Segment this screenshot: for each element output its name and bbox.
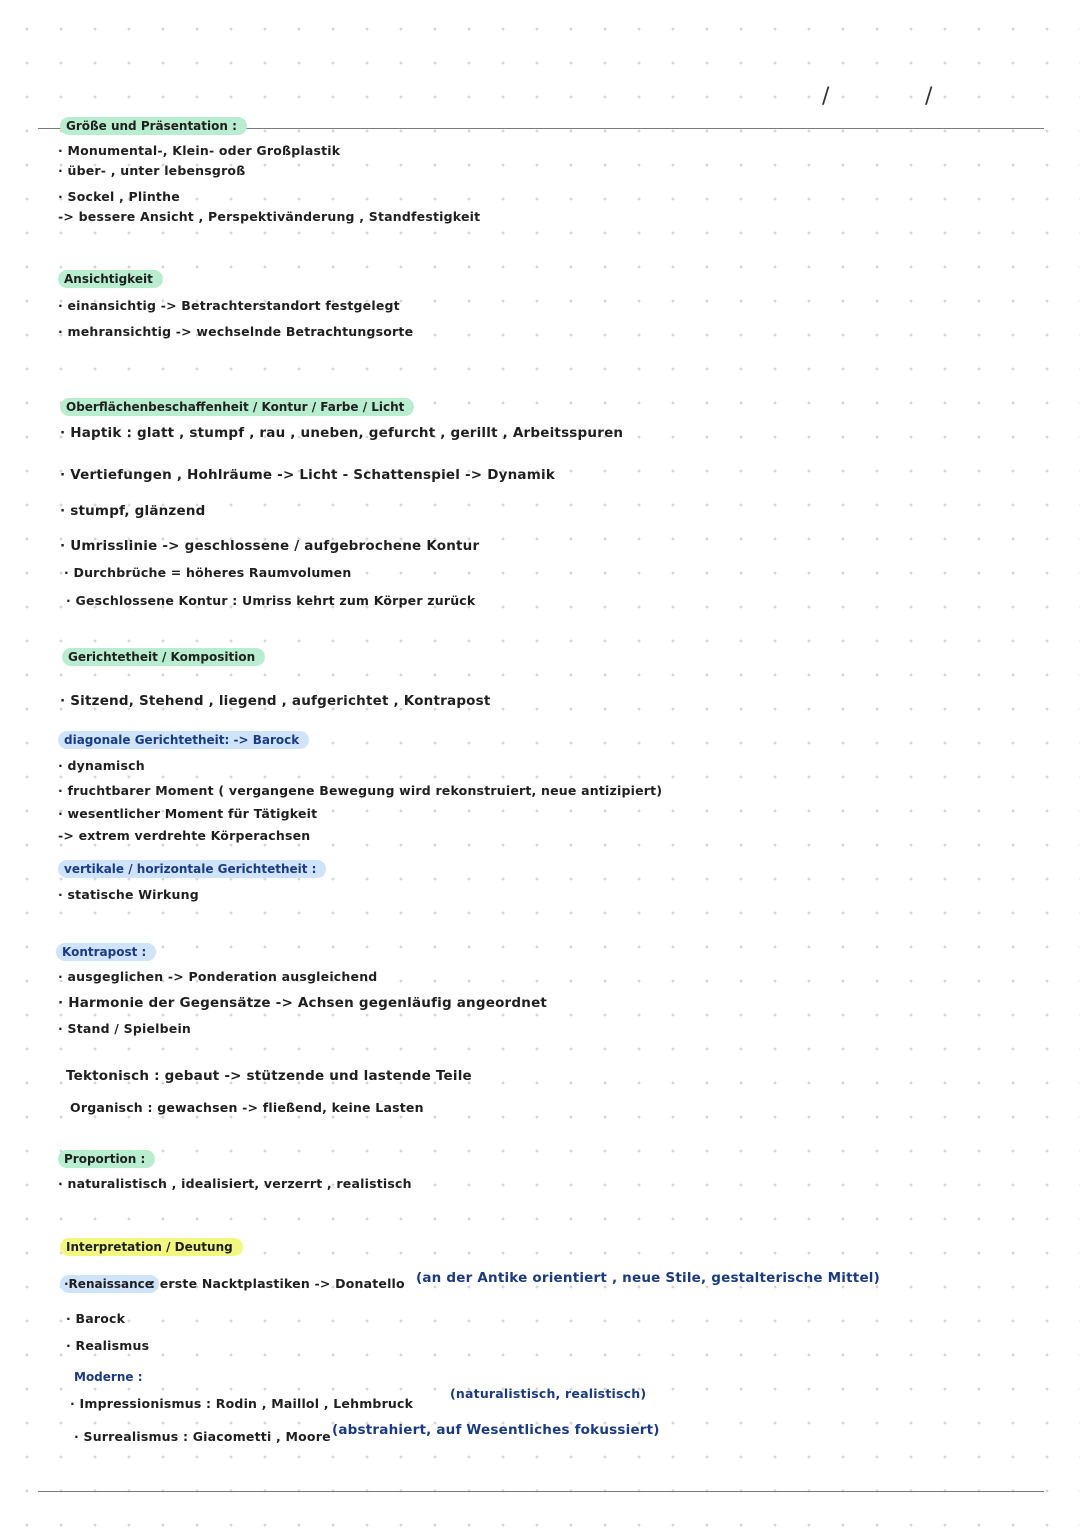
organisch-line: Organisch : gewachsen -> fließend, keine Lasten	[70, 1100, 424, 1115]
kontrapost-line-2: · Harmonie der Gegensätze -> Achsen gegenläufig angeordnet	[58, 995, 548, 1011]
heading-kontrapost: Kontrapost :	[56, 943, 156, 961]
date-slash-1: /	[822, 84, 830, 109]
kontrapost-line-3: · Stand / Spielbein	[58, 1021, 192, 1036]
groesse-line-3: · Sockel , Plinthe	[58, 189, 180, 204]
bottom-rule	[38, 1491, 1044, 1492]
diagonal-line-3: · wesentlicher Moment für Tätigkeit	[58, 806, 318, 821]
surrealismus-line: · Surrealismus : Giacometti , Moore	[74, 1429, 331, 1444]
gerichtetheit-line: · Sitzend, Stehend , liegend , aufgerichtet , Kontrapost	[60, 693, 491, 709]
oberflaeche-line-3: · stumpf, glänzend	[60, 503, 206, 519]
surrealismus-note: (abstrahiert, auf Wesentliches fokussiert)	[332, 1422, 660, 1438]
heading-oberflaeche: Oberflächenbeschaffenheit / Kontur / Farbe / Licht	[60, 398, 414, 416]
impressionismus-line: · Impressionismus : Rodin , Maillol , Lehmbruck	[70, 1396, 414, 1411]
date-slash-2: /	[925, 84, 933, 109]
kontrapost-line-1: · ausgeglichen -> Ponderation ausgleichend	[58, 969, 378, 984]
heading-ansichtigkeit: Ansichtigkeit	[58, 270, 163, 288]
groesse-line-2: · über- , unter lebensgroß	[58, 163, 246, 178]
oberflaeche-line-1: · Haptik : glatt , stumpf , rau , uneben, gefurcht , gerillt , Arbeitsspuren	[60, 425, 624, 441]
groesse-line-4: -> bessere Ansicht , Perspektivänderung , Standfestigkeit	[58, 209, 481, 224]
heading-interpretation: Interpretation / Deutung	[60, 1238, 243, 1256]
diagonal-line-2: · fruchtbarer Moment ( vergangene Bewegung wird rekonstruiert, neue antizipiert)	[58, 783, 663, 798]
renaissance-note: (an der Antike orientiert , neue Stile, gestalterische Mittel)	[416, 1270, 880, 1286]
oberflaeche-line-4: · Umrisslinie -> geschlossene / aufgebrochene Kontur	[60, 538, 480, 554]
diagonal-line-4: -> extrem verdrehte Körperachsen	[58, 828, 311, 843]
oberflaeche-line-5: · Durchbrüche = höheres Raumvolumen	[64, 565, 352, 580]
heading-proportion: Proportion :	[58, 1150, 155, 1168]
heading-diagonal: diagonale Gerichtetheit: -> Barock	[58, 731, 309, 749]
barock-line: · Barock	[66, 1311, 126, 1326]
renaissance-text: : erste Nacktplastiken -> Donatello	[150, 1276, 405, 1291]
realismus-line: · Realismus	[66, 1338, 150, 1353]
proportion-line: · naturalistisch , idealisiert, verzerrt , realistisch	[58, 1176, 412, 1191]
heading-gerichtetheit: Gerichtetheit / Komposition	[62, 648, 265, 666]
impressionismus-note: (naturalistisch, realistisch)	[450, 1386, 647, 1401]
renaissance-label: ·Renaissance	[60, 1275, 159, 1293]
diagonal-line-1: · dynamisch	[58, 758, 145, 773]
oberflaeche-line-2: · Vertiefungen , Hohlräume -> Licht - Schattenspiel -> Dynamik	[60, 467, 556, 483]
heading-groesse: Größe und Präsentation :	[60, 117, 247, 135]
moderne-label: Moderne :	[74, 1370, 143, 1384]
heading-vertikal: vertikale / horizontale Gerichtetheit :	[58, 860, 326, 878]
tektonisch-line: Tektonisch : gebaut -> stützende und lastende Teile	[66, 1068, 472, 1084]
ansichtigkeit-line-2: · mehransichtig -> wechselnde Betrachtungsorte	[58, 324, 414, 339]
vertikal-line-1: · statische Wirkung	[58, 887, 199, 902]
ansichtigkeit-line-1: · einansichtig -> Betrachterstandort festgelegt	[58, 298, 400, 313]
groesse-line-1: · Monumental-, Klein- oder Großplastik	[58, 143, 341, 158]
oberflaeche-line-6: · Geschlossene Kontur : Umriss kehrt zum Körper zurück	[66, 593, 476, 608]
